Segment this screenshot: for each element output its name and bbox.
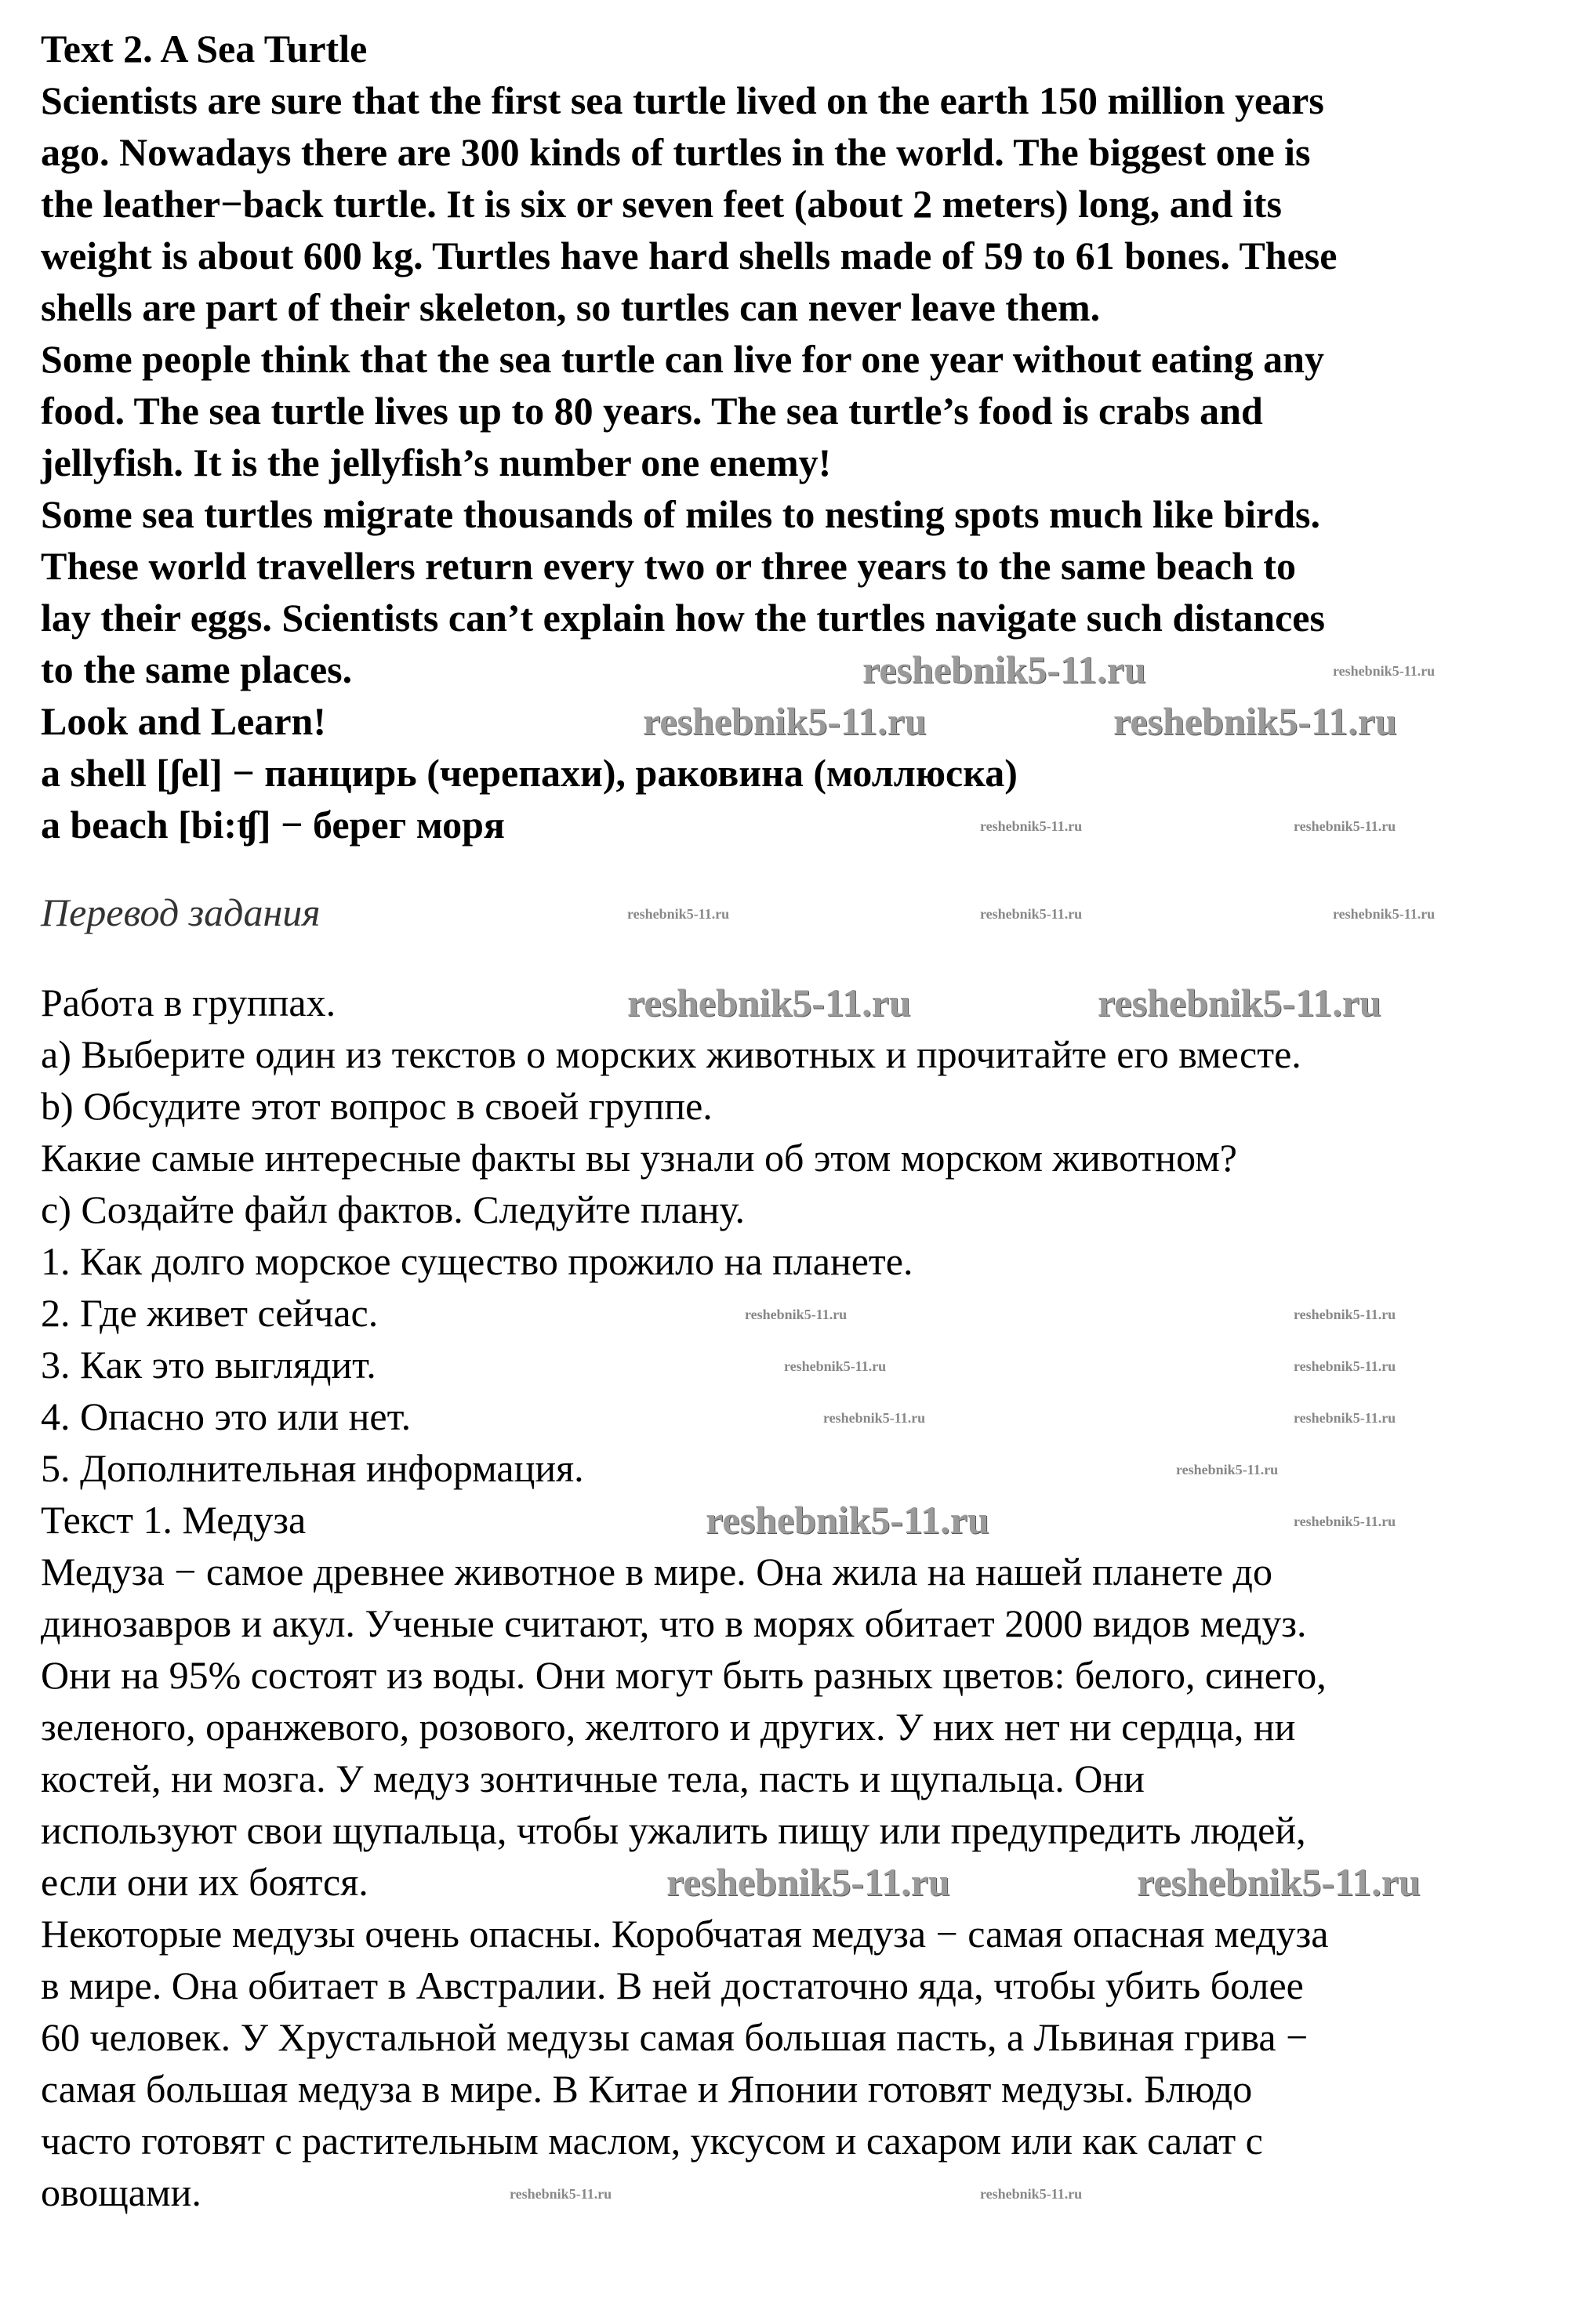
- translation-line: a) Выберите один из текстов о морских животных и прочитайте его вместе.: [41, 1032, 1301, 1076]
- translation-line: динозавров и акул. Ученые считают, что в морях обитает 2000 видов медуз.: [41, 1601, 1307, 1645]
- text-line: Some people think that the sea turtle can live for one year without eating any: [41, 337, 1324, 381]
- translation-line: 5. Дополнительная информация.: [41, 1446, 584, 1490]
- translation-line: Медуза − самое древнее животное в мире. Она жила на нашей планете до: [41, 1550, 1272, 1593]
- translation-line: Они на 95% состоят из воды. Они могут быть разных цветов: белого, синего,: [41, 1653, 1327, 1697]
- watermark: reshebnik5-11.ru: [745, 1307, 848, 1322]
- watermark: reshebnik5-11.ru: [1176, 1462, 1279, 1477]
- vocab-item: a shell [ʃel] − панцирь (черепахи), раковина (моллюска): [41, 751, 1018, 795]
- watermark: reshebnik5-11.ru: [980, 2186, 1083, 2202]
- text-line: Scientists are sure that the first sea turtle lived on the earth 150 million years: [41, 78, 1324, 122]
- text-line: to the same places.: [41, 647, 353, 691]
- translation-line: используют свои щупальца, чтобы ужалить пищу или предупредить людей,: [41, 1808, 1306, 1852]
- watermark: reshebnik5-11.ru: [1294, 1307, 1396, 1322]
- text-line: shells are part of their skeleton, so turtles can never leave them.: [41, 285, 1101, 329]
- watermark: reshebnik5-11.ru: [980, 906, 1083, 922]
- text-line: These world travellers return every two or three years to the same beach to: [41, 544, 1296, 588]
- translation-line: овощами.: [41, 2170, 201, 2214]
- text-line: the leather−back turtle. It is six or seven feet (about 2 meters) long, and its: [41, 182, 1282, 226]
- translation-line: если они их боятся.: [41, 1860, 368, 1904]
- watermark: reshebnik5-11.ru: [1333, 906, 1436, 922]
- watermark: reshebnik5-11.ru: [627, 906, 730, 922]
- text-line: ago. Nowadays there are 300 kinds of turtles in the world. The biggest one is: [41, 130, 1311, 174]
- translation-line: часто готовят с растительным маслом, уксусом и сахаром или как салат с: [41, 2119, 1263, 2163]
- watermark: reshebnik5-11.ru: [862, 647, 1146, 691]
- translation-line: Какие самые интересные факты вы узнали об этом морском животном?: [41, 1136, 1237, 1180]
- translation-line: самая большая медуза в мире. В Китае и Японии готовят медузы. Блюдо: [41, 2067, 1253, 2111]
- text-line: jellyfish. It is the jellyfish’s number one enemy!: [41, 441, 832, 484]
- watermark: reshebnik5-11.ru: [510, 2186, 612, 2202]
- translation-line: в мире. Она обитает в Австралии. В ней достаточно яда, чтобы убить более: [41, 1963, 1304, 2007]
- vocab-item: a beach [bi:ʧ] − берег моря: [41, 803, 505, 847]
- translation-line: 3. Как это выглядит.: [41, 1343, 376, 1387]
- translation-line: Работа в группах.: [41, 981, 336, 1024]
- translation-line: 2. Где живет сейчас.: [41, 1291, 379, 1335]
- watermark: reshebnik5-11.ru: [1294, 818, 1396, 834]
- watermark: reshebnik5-11.ru: [1294, 1514, 1396, 1529]
- translation-heading: Перевод задания: [41, 890, 321, 934]
- watermark: reshebnik5-11.ru: [627, 981, 911, 1024]
- text-line: food. The sea turtle lives up to 80 years. The sea turtle’s food is crabs and: [41, 389, 1263, 433]
- translation-line: костей, ни мозга. У медуз зонтичные тела, пасть и щупальца. Они: [41, 1757, 1145, 1800]
- text-title: Text 2. A Sea Turtle: [41, 27, 368, 71]
- watermark: reshebnik5-11.ru: [1294, 1410, 1396, 1426]
- text-line: lay their eggs. Scientists can’t explain how the turtles navigate such distances: [41, 596, 1325, 640]
- watermark: reshebnik5-11.ru: [1294, 1358, 1396, 1374]
- look-and-learn-heading: Look and Learn!: [41, 699, 326, 743]
- text-line: Some sea turtles migrate thousands of miles to nesting spots much like birds.: [41, 492, 1320, 536]
- translation-line: c) Создайте файл фактов. Следуйте плану.: [41, 1187, 746, 1231]
- translation-line: b) Обсудите этот вопрос в своей группе.: [41, 1084, 713, 1128]
- text-line: weight is about 600 kg. Turtles have hard shells made of 59 to 61 bones. These: [41, 234, 1338, 277]
- watermark: reshebnik5-11.ru: [1137, 1860, 1421, 1904]
- translation-line: зеленого, оранжевого, розового, желтого и других. У них нет ни сердца, ни: [41, 1705, 1296, 1749]
- translation-line: Текст 1. Медуза: [41, 1498, 307, 1542]
- watermark: reshebnik5-11.ru: [643, 699, 927, 743]
- watermark: reshebnik5-11.ru: [784, 1358, 887, 1374]
- watermark: reshebnik5-11.ru: [823, 1410, 926, 1426]
- translation-line: 4. Опасно это или нет.: [41, 1394, 412, 1438]
- translation-line: 1. Как долго морское существо прожило на планете.: [41, 1239, 913, 1283]
- watermark: reshebnik5-11.ru: [1113, 699, 1397, 743]
- watermark: reshebnik5-11.ru: [980, 818, 1083, 834]
- watermark: reshebnik5-11.ru: [1098, 981, 1381, 1024]
- watermark: reshebnik5-11.ru: [666, 1860, 950, 1904]
- translation-line: 60 человек. У Хрустальной медузы самая большая пасть, а Львиная грива −: [41, 2015, 1309, 2059]
- watermark: reshebnik5-11.ru: [1333, 663, 1436, 679]
- watermark: reshebnik5-11.ru: [706, 1498, 989, 1542]
- translation-line: Некоторые медузы очень опасны. Коробчатая медуза − самая опасная медуза: [41, 1912, 1329, 1956]
